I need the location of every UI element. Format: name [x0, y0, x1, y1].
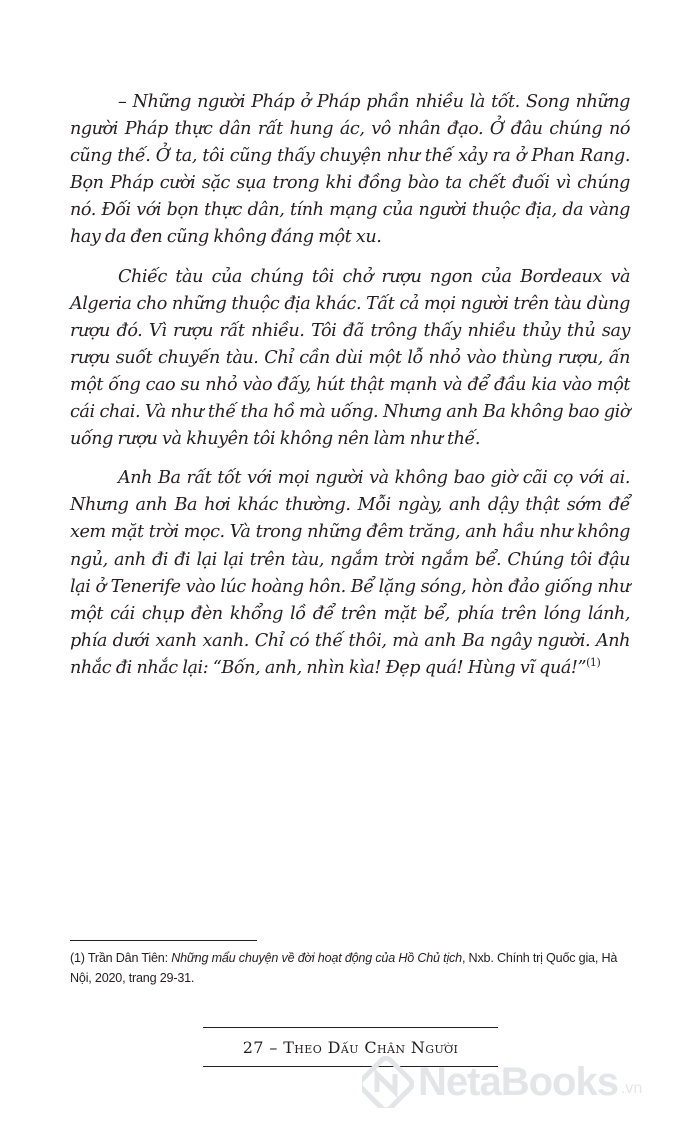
footnote	[70, 948, 635, 988]
footnote-separator	[70, 940, 257, 941]
body-text	[70, 89, 630, 694]
watermark-tld: .vn	[620, 1080, 643, 1097]
folio-rule-top	[203, 1027, 498, 1028]
footnote-reference[interactable]: (1)	[586, 656, 601, 670]
watermark	[362, 1052, 692, 1112]
footnote-book-title: Những mẩu chuyện về đời hoạt động của Hồ Chủ tịch	[171, 951, 462, 965]
watermark-brand: NetaBooks	[418, 1059, 618, 1104]
netabooks-logo-icon	[362, 1056, 414, 1108]
paragraph-3-text: Anh Ba rất tốt với mọi người và không bao giờ cãi cọ với ai. Nhưng anh Ba hơi khác thường. Mỗi ngày, anh dậy thật sớm để xem mặt trời mọc. Và trong những đêm trăng, anh hầu như không ngủ, anh đi đi lại lại trên tàu, ngắm trời ngắm bể. Chúng tôi đậu lại ở Tenerife vào lúc hoàng hôn. Bể lặng sóng, hòn đảo giống như một cái chụp đèn khổng lồ để trên mặt bể, phía trên lóng lánh, phía dưới xanh xanh. Chỉ có thế thôi, mà anh Ba ngây người. Anh nhắc đi nhắc lại: “Bốn, anh, nhìn kìa! Đẹp quá! Hùng vĩ quá!”	[70, 468, 630, 678]
footnote-details: , Nxb. Chính trị Quốc gia, Hà Nội, 2020, trang 29-31.	[70, 951, 618, 985]
paragraph-2: Chiếc tàu của chúng tôi chở rượu ngon của Bordeaux và Algeria cho những thuộc địa khác. Tất cả mọi người trên tàu dùng rượu đó. Vì rượu rất nhiều. Tôi đã trông thấy nhiều thủy thủ say rượu suốt chuyến tàu. Chỉ cần dùi một lỗ nhỏ vào thùng rượu, ấn một ống cao su nhỏ vào đấy, hút thật mạnh và để đầu kia vào một cái chai. Và như thế tha hồ mà uống. Nhưng anh Ba không bao giờ uống rượu và khuyên tôi không nên làm như thế.	[70, 266, 630, 450]
paragraph-3	[70, 465, 630, 682]
paragraph-1: – Những người Pháp ở Pháp phần nhiều là tốt. Song những người Pháp thực dân rất hung ác, vô nhân đạo. Ở đâu chúng nó cũng thế. Ở ta, tôi cũng thấy chuyện như thế xảy ra ở Phan Rang. Bọn Pháp cười sặc sụa trong khi đồng bào ta chết đuối vì chúng nó. Đối với bọn thực dân, tính mạng của người thuộc địa, da vàng hay da đen cũng không đáng một xu.	[70, 92, 630, 248]
running-footer: 27 – Theo Dấu Chân Người	[242, 1038, 459, 1057]
footnote-prefix: (1) Trần Dân Tiên:	[70, 951, 172, 965]
